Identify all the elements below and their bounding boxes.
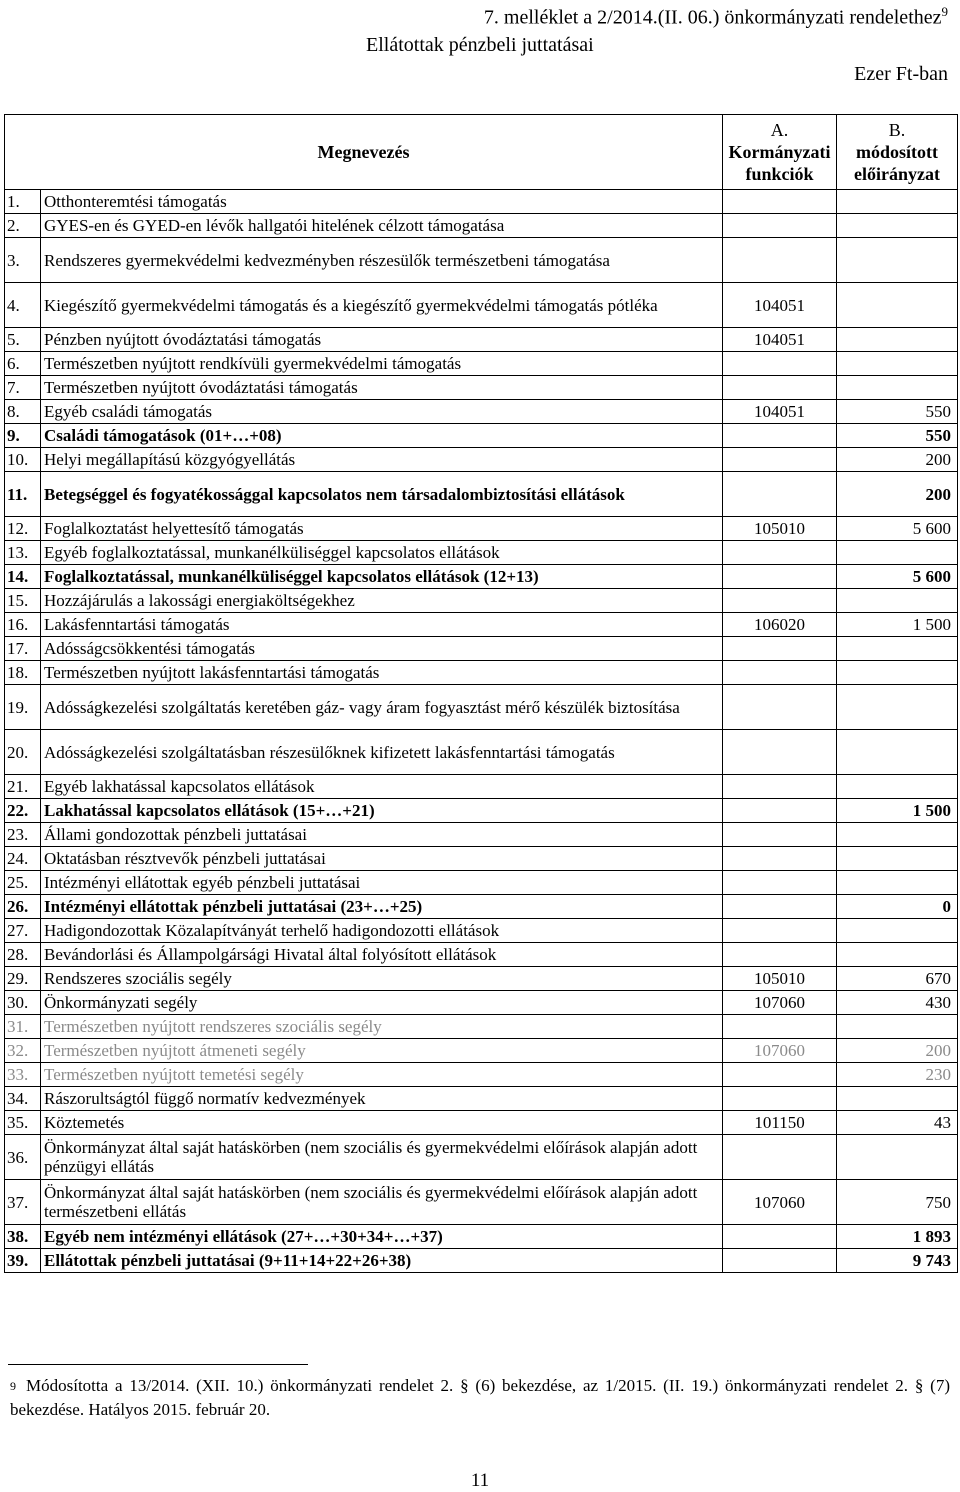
row-number: 10. xyxy=(5,448,41,472)
row-modified-appropriation: 550 xyxy=(837,400,958,424)
row-number: 12. xyxy=(5,517,41,541)
row-name: Adósságkezelési szolgáltatásban részesülőknek kifizetett lakásfenntartási támogatás xyxy=(41,730,723,775)
row-modified-appropriation xyxy=(837,238,958,283)
table-row xyxy=(5,991,958,1015)
row-government-function xyxy=(723,685,837,730)
table-row xyxy=(5,1135,958,1180)
header-col-a-title: Kormányzati funkciók xyxy=(728,142,831,184)
row-government-function xyxy=(723,871,837,895)
table-row xyxy=(5,283,958,328)
row-modified-appropriation xyxy=(837,283,958,328)
row-number: 4. xyxy=(5,283,41,328)
row-government-function: 107060 xyxy=(723,1180,837,1225)
row-modified-appropriation: 5 600 xyxy=(837,517,958,541)
header-col-a-letter: A. xyxy=(770,120,789,140)
row-number: 2. xyxy=(5,214,41,238)
row-name: Egyéb lakhatással kapcsolatos ellátások xyxy=(41,775,723,799)
row-government-function xyxy=(723,919,837,943)
row-number: 38. xyxy=(5,1225,41,1249)
table-row xyxy=(5,238,958,283)
table-row xyxy=(5,448,958,472)
table-row xyxy=(5,472,958,517)
row-name: Ellátottak pénzbeli juttatásai (9+11+14+22+26+38) xyxy=(41,1249,723,1273)
header-col-b-letter: B. xyxy=(888,120,906,140)
header-col-b xyxy=(837,115,958,190)
table-row xyxy=(5,190,958,214)
row-name: Természetben nyújtott rendszeres szociális segély xyxy=(41,1015,723,1039)
row-government-function xyxy=(723,775,837,799)
row-number: 31. xyxy=(5,1015,41,1039)
row-name: Önkormányzat által saját hatáskörben (nem szociális és gyermekvédelmi előírások alapján adott pénzügyi ellátás xyxy=(41,1135,723,1180)
table-row xyxy=(5,1039,958,1063)
title-text: 7. melléklet a 2/2014.(II. 06.) önkormányzati rendelethez xyxy=(483,6,942,29)
table-row xyxy=(5,352,958,376)
table-row xyxy=(5,871,958,895)
row-name: Intézményi ellátottak egyéb pénzbeli juttatásai xyxy=(41,871,723,895)
row-government-function: 105010 xyxy=(723,517,837,541)
row-modified-appropriation xyxy=(837,823,958,847)
row-modified-appropriation xyxy=(837,376,958,400)
row-modified-appropriation: 200 xyxy=(837,472,958,517)
row-number: 22. xyxy=(5,799,41,823)
benefits-table xyxy=(4,114,958,1273)
row-modified-appropriation xyxy=(837,352,958,376)
table-row xyxy=(5,424,958,448)
row-name: Önkormányzati segély xyxy=(41,991,723,1015)
row-name: Természetben nyújtott óvodáztatási támogatás xyxy=(41,376,723,400)
row-number: 25. xyxy=(5,871,41,895)
table-row xyxy=(5,943,958,967)
row-government-function xyxy=(723,847,837,871)
row-name: Adósságcsökkentési támogatás xyxy=(41,637,723,661)
row-number: 34. xyxy=(5,1087,41,1111)
footnote-marker: 9 xyxy=(10,1379,16,1393)
row-number: 21. xyxy=(5,775,41,799)
row-number: 23. xyxy=(5,823,41,847)
row-name: Állami gondozottak pénzbeli juttatásai xyxy=(41,823,723,847)
row-name: Helyi megállapítású közgyógyellátás xyxy=(41,448,723,472)
row-modified-appropriation: 200 xyxy=(837,448,958,472)
table-row xyxy=(5,400,958,424)
row-name: Oktatásban résztvevők pénzbeli juttatásai xyxy=(41,847,723,871)
row-number: 14. xyxy=(5,565,41,589)
row-government-function: 105010 xyxy=(723,967,837,991)
row-government-function xyxy=(723,190,837,214)
footnote-separator xyxy=(8,1364,308,1365)
row-number: 8. xyxy=(5,400,41,424)
row-number: 29. xyxy=(5,967,41,991)
row-modified-appropriation xyxy=(837,685,958,730)
row-number: 1. xyxy=(5,190,41,214)
row-name: Bevándorlási és Állampolgársági Hivatal által folyósított ellátások xyxy=(41,943,723,967)
row-government-function: 104051 xyxy=(723,328,837,352)
row-government-function: 104051 xyxy=(723,400,837,424)
table-row xyxy=(5,847,958,871)
row-number: 33. xyxy=(5,1063,41,1087)
row-number: 32. xyxy=(5,1039,41,1063)
row-name: Pénzben nyújtott óvodáztatási támogatás xyxy=(41,328,723,352)
row-number: 6. xyxy=(5,352,41,376)
row-government-function xyxy=(723,823,837,847)
row-government-function xyxy=(723,895,837,919)
row-name: Rendszeres gyermekvédelmi kedvezményben részesülők természetbeni támogatása xyxy=(41,238,723,283)
row-name: Családi támogatások (01+…+08) xyxy=(41,424,723,448)
row-government-function xyxy=(723,424,837,448)
row-government-function: 104051 xyxy=(723,283,837,328)
row-number: 30. xyxy=(5,991,41,1015)
table-row xyxy=(5,919,958,943)
table-row xyxy=(5,637,958,661)
row-modified-appropriation: 430 xyxy=(837,991,958,1015)
table-row xyxy=(5,1063,958,1087)
row-government-function: 107060 xyxy=(723,991,837,1015)
row-name: Kiegészítő gyermekvédelmi támogatás és a kiegészítő gyermekvédelmi támogatás pótléka xyxy=(41,283,723,328)
row-number: 36. xyxy=(5,1135,41,1180)
table-row xyxy=(5,565,958,589)
row-government-function: 107060 xyxy=(723,1039,837,1063)
row-name: Adósságkezelési szolgáltatás keretében gáz- vagy áram fogyasztást mérő készülék biztosítása xyxy=(41,685,723,730)
row-modified-appropriation xyxy=(837,847,958,871)
row-modified-appropriation: 1 893 xyxy=(837,1225,958,1249)
row-number: 20. xyxy=(5,730,41,775)
row-government-function xyxy=(723,1225,837,1249)
row-modified-appropriation xyxy=(837,541,958,565)
row-modified-appropriation: 43 xyxy=(837,1111,958,1135)
row-name: Foglalkoztatással, munkanélküliséggel kapcsolatos ellátások (12+13) xyxy=(41,565,723,589)
row-name: Betegséggel és fogyatékossággal kapcsolatos nem társadalombiztosítási ellátások xyxy=(41,472,723,517)
row-government-function xyxy=(723,589,837,613)
row-number: 35. xyxy=(5,1111,41,1135)
row-government-function xyxy=(723,1063,837,1087)
row-government-function xyxy=(723,472,837,517)
table-row xyxy=(5,1249,958,1273)
table-row xyxy=(5,775,958,799)
row-government-function xyxy=(723,1249,837,1273)
row-modified-appropriation xyxy=(837,943,958,967)
row-number: 39. xyxy=(5,1249,41,1273)
table-row xyxy=(5,214,958,238)
table-row xyxy=(5,685,958,730)
header-col-a xyxy=(723,115,837,190)
row-number: 37. xyxy=(5,1180,41,1225)
title-footnote-marker: 9 xyxy=(941,4,948,19)
row-modified-appropriation xyxy=(837,919,958,943)
row-name: Lakásfenntartási támogatás xyxy=(41,613,723,637)
row-name: Természetben nyújtott temetési segély xyxy=(41,1063,723,1087)
row-number: 9. xyxy=(5,424,41,448)
row-government-function xyxy=(723,565,837,589)
document-title xyxy=(484,4,948,30)
table-body xyxy=(5,190,958,1273)
row-name: Foglalkoztatást helyettesítő támogatás xyxy=(41,517,723,541)
row-number: 15. xyxy=(5,589,41,613)
table-row xyxy=(5,799,958,823)
table-row xyxy=(5,1015,958,1039)
row-modified-appropriation: 1 500 xyxy=(837,613,958,637)
row-government-function xyxy=(723,1015,837,1039)
table-row xyxy=(5,376,958,400)
currency-unit: Ezer Ft-ban xyxy=(854,63,948,85)
row-number: 28. xyxy=(5,943,41,967)
header-col-b-title: módosított előirányzat xyxy=(854,142,940,184)
document-subtitle: Ellátottak pénzbeli juttatásai xyxy=(366,34,594,56)
row-modified-appropriation xyxy=(837,871,958,895)
row-government-function xyxy=(723,352,837,376)
table-row xyxy=(5,613,958,637)
row-government-function xyxy=(723,661,837,685)
table-header-row xyxy=(5,115,958,190)
row-modified-appropriation xyxy=(837,328,958,352)
row-name: Egyéb foglalkoztatással, munkanélküliséggel kapcsolatos ellátások xyxy=(41,541,723,565)
row-modified-appropriation xyxy=(837,1135,958,1180)
row-modified-appropriation xyxy=(837,730,958,775)
row-name: Természetben nyújtott lakásfenntartási támogatás xyxy=(41,661,723,685)
footnote xyxy=(10,1374,950,1422)
table-row xyxy=(5,730,958,775)
row-modified-appropriation: 9 743 xyxy=(837,1249,958,1273)
row-number: 19. xyxy=(5,685,41,730)
row-government-function: 106020 xyxy=(723,613,837,637)
row-government-function xyxy=(723,799,837,823)
row-government-function xyxy=(723,376,837,400)
row-modified-appropriation xyxy=(837,661,958,685)
table-row xyxy=(5,517,958,541)
row-modified-appropriation: 550 xyxy=(837,424,958,448)
row-number: 18. xyxy=(5,661,41,685)
row-modified-appropriation: 750 xyxy=(837,1180,958,1225)
row-number: 16. xyxy=(5,613,41,637)
row-name: Otthonteremtési támogatás xyxy=(41,190,723,214)
row-name: Hozzájárulás a lakossági energiaköltségekhez xyxy=(41,589,723,613)
row-government-function xyxy=(723,1087,837,1111)
table-row xyxy=(5,1225,958,1249)
row-modified-appropriation: 1 500 xyxy=(837,799,958,823)
row-modified-appropriation xyxy=(837,775,958,799)
row-government-function xyxy=(723,541,837,565)
row-modified-appropriation xyxy=(837,190,958,214)
row-government-function xyxy=(723,214,837,238)
row-name: Önkormányzat által saját hatáskörben (nem szociális és gyermekvédelmi előírások alapján adott természetbeni ellátás xyxy=(41,1180,723,1225)
row-number: 13. xyxy=(5,541,41,565)
table-row xyxy=(5,895,958,919)
row-number: 27. xyxy=(5,919,41,943)
row-government-function xyxy=(723,1135,837,1180)
row-modified-appropriation xyxy=(837,1015,958,1039)
row-name: Rászorultságtól függő normatív kedvezmények xyxy=(41,1087,723,1111)
row-modified-appropriation xyxy=(837,1087,958,1111)
row-government-function xyxy=(723,448,837,472)
row-number: 17. xyxy=(5,637,41,661)
header-name: Megnevezés xyxy=(5,115,723,190)
table-row xyxy=(5,1180,958,1225)
row-number: 26. xyxy=(5,895,41,919)
table-row xyxy=(5,967,958,991)
row-name: Természetben nyújtott rendkívüli gyermekvédelmi támogatás xyxy=(41,352,723,376)
row-name: Egyéb családi támogatás xyxy=(41,400,723,424)
row-government-function xyxy=(723,943,837,967)
page-number: 11 xyxy=(470,1470,490,1491)
row-number: 7. xyxy=(5,376,41,400)
table-row xyxy=(5,661,958,685)
row-modified-appropriation xyxy=(837,214,958,238)
row-name: Rendszeres szociális segély xyxy=(41,967,723,991)
row-name: Köztemetés xyxy=(41,1111,723,1135)
row-modified-appropriation: 0 xyxy=(837,895,958,919)
table-row xyxy=(5,541,958,565)
row-name: Egyéb nem intézményi ellátások (27+…+30+34+…+37) xyxy=(41,1225,723,1249)
row-government-function: 101150 xyxy=(723,1111,837,1135)
table-row xyxy=(5,823,958,847)
row-modified-appropriation: 230 xyxy=(837,1063,958,1087)
row-name: GYES-en és GYED-en lévők hallgatói hitelének célzott támogatása xyxy=(41,214,723,238)
footnote-text: Módosította a 13/2014. (XII. 10.) önkormányzati rendelet 2. § (6) bekezdése, az 1/2015. (II. 19.) önkormányzati rendelet 2. § (7) bekezdése. Hatályos 2015. február 20. xyxy=(10,1376,950,1419)
row-government-function xyxy=(723,637,837,661)
table-row xyxy=(5,589,958,613)
table-row xyxy=(5,1111,958,1135)
row-modified-appropriation: 670 xyxy=(837,967,958,991)
row-modified-appropriation xyxy=(837,589,958,613)
row-modified-appropriation: 200 xyxy=(837,1039,958,1063)
row-name: Hadigondozottak Közalapítványát terhelő hadigondozotti ellátások xyxy=(41,919,723,943)
row-number: 3. xyxy=(5,238,41,283)
row-government-function xyxy=(723,730,837,775)
row-number: 11. xyxy=(5,472,41,517)
row-name: Intézményi ellátottak pénzbeli juttatásai (23+…+25) xyxy=(41,895,723,919)
row-government-function xyxy=(723,238,837,283)
row-name: Természetben nyújtott átmeneti segély xyxy=(41,1039,723,1063)
table-row xyxy=(5,328,958,352)
row-modified-appropriation: 5 600 xyxy=(837,565,958,589)
row-number: 5. xyxy=(5,328,41,352)
row-modified-appropriation xyxy=(837,637,958,661)
table-row xyxy=(5,1087,958,1111)
row-name: Lakhatással kapcsolatos ellátások (15+…+21) xyxy=(41,799,723,823)
row-number: 24. xyxy=(5,847,41,871)
